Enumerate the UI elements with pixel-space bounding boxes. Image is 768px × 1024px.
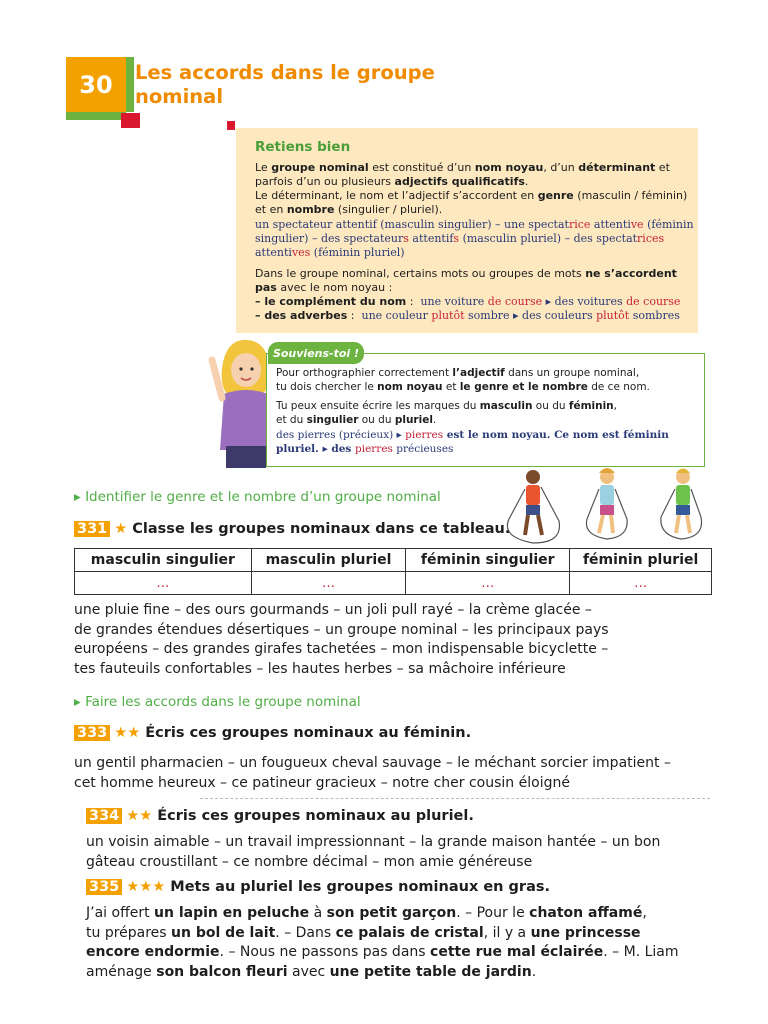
table-cell-fem-plur[interactable]: … bbox=[570, 572, 712, 595]
exercise-335-heading bbox=[86, 879, 550, 895]
exercise-335-line-3: encore endormie. – Nous ne passons pas dans cette rue mal éclairée. – M. Liam bbox=[86, 944, 679, 960]
exercise-331-instruction: Classe les groupes nominaux dans ce tableau. bbox=[132, 521, 511, 537]
table-header-row bbox=[75, 549, 712, 572]
section-heading-identifier: ▸ Identifier le genre et le nombre d’un groupe nominal bbox=[74, 489, 441, 505]
exercise-331-stars: ★ bbox=[114, 521, 128, 537]
retiens-line-6: pas avec le nom noyau : bbox=[255, 281, 393, 294]
table-cell-masc-plur[interactable]: … bbox=[251, 572, 405, 595]
exercise-335-stars: ★★★ bbox=[126, 879, 166, 895]
souviens-toi-tab: Souviens-toi ! bbox=[268, 342, 364, 364]
lesson-title-line1: Les accords dans le groupe bbox=[135, 61, 435, 84]
exercise-335-line-4: aménage son balcon fleuri avec une petite table de jardin. bbox=[86, 963, 537, 980]
souviens-line-1: Pour orthographier correctement l’adjectif dans un groupe nominal, bbox=[276, 367, 640, 379]
retiens-bien-title: Retiens bien bbox=[255, 139, 351, 155]
table-header-fem-sing: féminin singulier bbox=[406, 549, 570, 572]
exercise-334-instruction: Écris ces groupes nominaux au pluriel. bbox=[157, 808, 474, 824]
section-divider bbox=[200, 798, 710, 799]
retiens-example-3: attentives (féminin pluriel) bbox=[255, 246, 405, 259]
exercise-331-line: européens – des grandes girafes tachetées – mon indispensable bicyclette – bbox=[74, 641, 609, 657]
table-header-masc-sing: masculin singulier bbox=[75, 549, 252, 572]
exercise-331-line: une pluie fine – des ours gourmands – un joli pull rayé – la crème glacée – bbox=[74, 602, 592, 618]
exercise-331-number: 331 bbox=[74, 521, 110, 537]
section-heading-accords: ▸ Faire les accords dans le groupe nominal bbox=[74, 694, 361, 710]
exercise-335-text bbox=[86, 904, 679, 982]
table-header-fem-plur: féminin pluriel bbox=[570, 549, 712, 572]
lesson-number: 30 bbox=[79, 70, 113, 99]
exercise-334-text bbox=[86, 833, 660, 872]
exercise-331-text bbox=[74, 601, 609, 679]
exercise-334-number: 334 bbox=[86, 808, 122, 824]
exercise-333-heading bbox=[74, 725, 471, 741]
souviens-line-4: et du singulier ou du pluriel. bbox=[276, 414, 437, 426]
souviens-example-1: des pierres (précieux) ▸ pierres est le nom noyau. Ce nom est féminin bbox=[276, 429, 669, 441]
retiens-line-4: et en nombre (singulier / pluriel). bbox=[255, 203, 443, 216]
retiens-line-8: – des adverbes : une couleur plutôt sombre ▸ des couleurs plutôt sombres bbox=[255, 309, 680, 322]
table-row bbox=[75, 572, 712, 595]
lesson-title-line2: nominal bbox=[135, 85, 224, 108]
exercise-333-text bbox=[74, 754, 671, 793]
exercise-333-line: cet homme heureux – ce patineur gracieux – notre cher cousin éloigné bbox=[74, 774, 570, 791]
souviens-line-2: tu dois chercher le nom noyau et le genre et le nombre de ce nom. bbox=[276, 381, 650, 393]
exercise-334-stars: ★★ bbox=[126, 808, 153, 824]
exercise-335-number: 335 bbox=[86, 879, 122, 895]
retiens-line-5: Dans le groupe nominal, certains mots ou groupes de mots ne s’accordent bbox=[255, 267, 677, 280]
lesson-title bbox=[135, 61, 495, 109]
lesson-number-badge bbox=[66, 57, 126, 112]
exercise-331-line: tes fauteuils confortables – les hautes herbes – sa mâchoire inférieure bbox=[74, 660, 566, 677]
exercise-333-number: 333 bbox=[74, 725, 110, 741]
retiens-line-3: Le déterminant, le nom et l’adjectif s’accordent en genre (masculin / féminin) bbox=[255, 189, 688, 202]
exercise-331-heading bbox=[74, 521, 510, 537]
table-cell-masc-sing[interactable]: … bbox=[75, 572, 252, 595]
exercise-334-line: gâteau croustillant – ce nombre décimal – mon amie généreuse bbox=[86, 853, 533, 870]
header-green-bar bbox=[126, 57, 134, 112]
exercise-334-heading bbox=[86, 808, 474, 824]
retiens-line-1: Le groupe nominal est constitué d’un nom noyau, d’un déterminant et bbox=[255, 161, 670, 174]
table-header-masc-plur: masculin pluriel bbox=[251, 549, 405, 572]
retiens-red-square bbox=[227, 121, 235, 130]
header-green-underbar bbox=[66, 112, 126, 120]
retiens-line-2: parfois d’un ou plusieurs adjectifs qualificatifs. bbox=[255, 175, 529, 188]
table-cell-fem-sing[interactable]: … bbox=[406, 572, 570, 595]
exercise-331-line: de grandes étendues désertiques – un groupe nominal – les principaux pays bbox=[74, 621, 609, 638]
exercise-334-line: un voisin aimable – un travail impressionnant – la grande maison hantée – un bon bbox=[86, 834, 661, 850]
classification-table bbox=[74, 548, 712, 595]
exercise-335-line-1: J’ai offert un lapin en peluche à son petit garçon. – Pour le chaton affamé, bbox=[86, 905, 647, 921]
exercise-335-line-2: tu prépares un bol de lait. – Dans ce palais de cristal, il y a une princesse bbox=[86, 924, 641, 941]
souviens-line-3: Tu peux ensuite écrire les marques du masculin ou du féminin, bbox=[276, 400, 617, 412]
exercise-333-stars: ★★ bbox=[114, 725, 141, 741]
retiens-example-1: un spectateur attentif (masculin singulier) – une spectatrice attentive (féminin bbox=[255, 218, 694, 231]
kids-jumping-rope-illustration bbox=[495, 465, 710, 545]
header-red-square bbox=[121, 113, 140, 128]
exercise-335-instruction: Mets au pluriel les groupes nominaux en gras. bbox=[170, 879, 550, 895]
retiens-line-7: – le complément du nom : une voiture de course ▸ des voitures de course bbox=[255, 295, 681, 308]
exercise-333-line: un gentil pharmacien – un fougueux cheval sauvage – le méchant sorcier impatient – bbox=[74, 755, 671, 771]
exercise-333-instruction: Écris ces groupes nominaux au féminin. bbox=[145, 725, 472, 741]
souviens-example-2: pluriel. ▸ des pierres précieuses bbox=[276, 443, 454, 455]
retiens-example-2: singulier) – des spectateurs attentifs (masculin pluriel) – des spectatrices bbox=[255, 232, 665, 245]
